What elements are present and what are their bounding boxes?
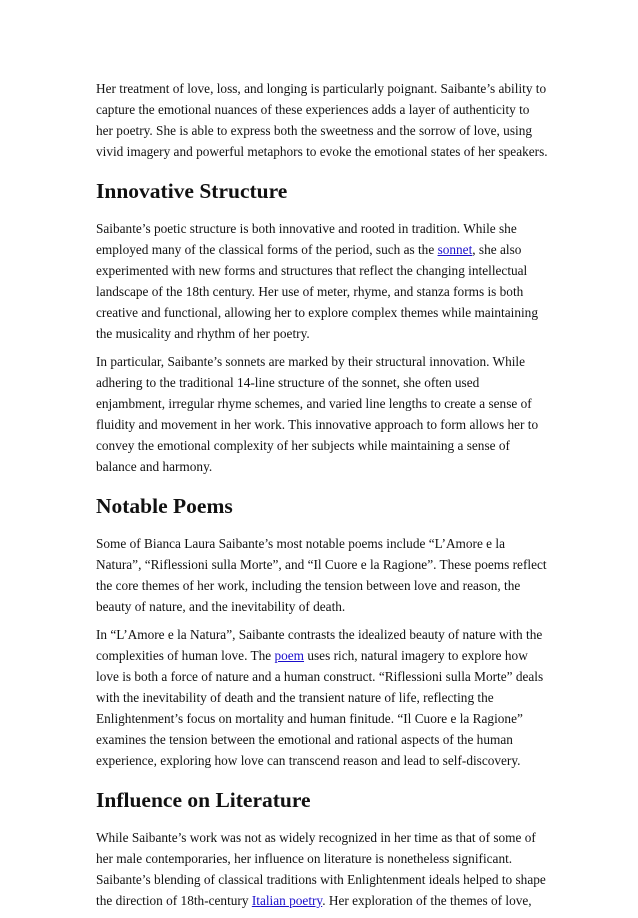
poems-paragraph-2: [96, 624, 548, 771]
influence-p1-text-before: While Saibante’s work was not as widely recognized in her time as that of some of her male contemporaries, her influence on literature is nonetheless significant. Saibante’s blending of classical traditions with Enlightenment ideals helped to shape the direction of 18th-century: [96, 830, 546, 908]
poems-paragraph-1: Some of Bianca Laura Saibante’s most notable poems include “L’Amore e la Natura”, “Riflessioni sulla Morte”, and “Il Cuore e la Ragione”. These poems reflect the core themes of her work, including the tension between love and reason, the beauty of nature, and the inevitability of death.: [96, 536, 547, 614]
italian-poetry-link[interactable]: Italian poetry: [251, 893, 323, 908]
intro-paragraph: Her treatment of love, loss, and longing is particularly poignant. Saibante’s ability to capture the emotional nuances of these experiences adds a layer of authenticity to her poetry. She is able to express both the sweetness and the sorrow of love, using vivid imagery and powerful metaphors to evoke the emotional states of her speakers.: [96, 81, 548, 159]
section-heading-notable-poems: Notable Poems: [96, 494, 233, 518]
document-page: [96, 78, 548, 918]
structure-paragraph-1: [96, 218, 548, 344]
sonnet-link[interactable]: sonnet: [437, 242, 473, 257]
section-heading-innovative-structure: Innovative Structure: [96, 179, 288, 203]
section-heading-influence-on-literature: Influence on Literature: [96, 788, 311, 812]
influence-p1-text-after: . Her exploration of the themes of love,: [322, 893, 532, 908]
influence-paragraph-1: [96, 827, 548, 911]
poem-link[interactable]: poem: [274, 648, 305, 663]
structure-p1-text-before: Saibante’s poetic structure is both innovative and rooted in tradition. While she employed many of the classical forms of the period, such as the: [96, 221, 517, 257]
structure-p1-text-after: , she also experimented with new forms and structures that reflect the changing intellectual landscape of the 18th century. Her use of meter, rhyme, and stanza forms is both creative and functional, allowing her to explore complex themes while maintaining the musicality and rhythm of her poetry.: [96, 242, 538, 341]
structure-paragraph-2: In particular, Saibante’s sonnets are marked by their structural innovation. While adhering to the traditional 14-line structure of the sonnet, she often used enjambment, irregular rhyme schemes, and varied line lengths to create a sense of fluidity and movement in her work. This innovative approach to form allows her to convey the emotional complexity of her subjects while maintaining a sense of balance and harmony.: [96, 354, 539, 474]
poems-p2-text-after: uses rich, natural imagery to explore how love is both a force of nature and a human construct. “Riflessioni sulla Morte” deals with the inevitability of death and the transient nature of life, reflecting the Enlightenment’s focus on mortality and human finitude. “Il Cuore e la Ragione” examines the tension between the emotional and rational aspects of the human experience, exploring how love can transcend reason and lead to self-discovery.: [96, 648, 544, 768]
poems-p2-text-before: In “L’Amore e la Natura”, Saibante contrasts the idealized beauty of nature with the complexities of human love. The: [96, 627, 543, 663]
